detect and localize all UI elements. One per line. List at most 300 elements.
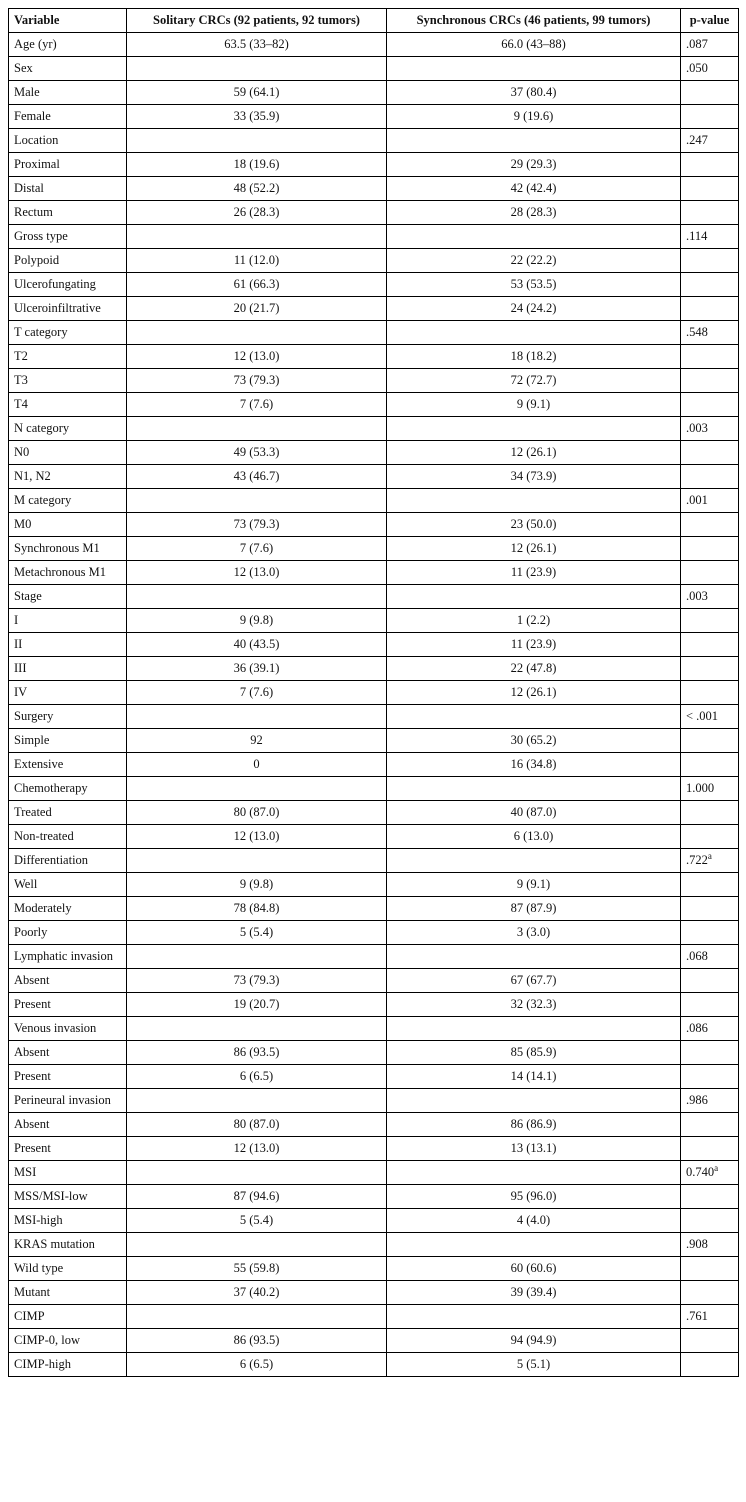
variable-cell [9,873,127,897]
pvalue-cell [681,729,739,753]
variable-cell [9,537,127,561]
solitary-cell [127,897,387,921]
variable-cell-text: CIMP-0, low [14,1333,80,1347]
solitary-cell-text: 59 (64.1) [233,85,280,99]
synchronous-cell [387,633,681,657]
solitary-cell-text: 7 (7.6) [239,685,274,699]
table-row [9,393,739,417]
synchronous-cell [387,537,681,561]
table-row [9,1257,739,1281]
solitary-cell-text: 87 (94.6) [233,1189,280,1203]
pvalue-cell [681,105,739,129]
variable-cell-text: Differentiation [14,853,89,867]
pvalue-cell [681,1281,739,1305]
variable-cell [9,489,127,513]
table-row [9,153,739,177]
synchronous-cell-text: 12 (26.1) [510,685,557,699]
variable-cell-text: Gross type [14,229,68,243]
synchronous-cell-text: 86 (86.9) [510,1117,557,1131]
table-row [9,1353,739,1377]
variable-cell-text: N0 [14,445,30,459]
synchronous-cell [387,225,681,249]
solitary-cell [127,1065,387,1089]
solitary-cell [127,249,387,273]
variable-cell [9,1041,127,1065]
solitary-cell [127,849,387,873]
pvalue-cell [681,1113,739,1137]
pvalue-cell [681,825,739,849]
table-row [9,1089,739,1113]
synchronous-cell-text: 28 (28.3) [510,205,557,219]
table-row [9,1113,739,1137]
variable-cell [9,297,127,321]
synchronous-cell [387,705,681,729]
solitary-cell [127,369,387,393]
synchronous-cell [387,465,681,489]
variable-cell-text: Synchronous M1 [14,541,100,555]
synchronous-cell-text: 11 (23.9) [510,637,557,651]
variable-cell-text: Chemotherapy [14,781,88,795]
variable-cell-text: Proximal [14,157,60,171]
variable-cell-text: III [14,661,27,675]
solitary-cell-text: 18 (19.6) [233,157,280,171]
solitary-cell [127,585,387,609]
variable-cell [9,969,127,993]
synchronous-cell [387,969,681,993]
variable-cell [9,1137,127,1161]
synchronous-cell [387,1209,681,1233]
table-row [9,321,739,345]
synchronous-cell-text: 72 (72.7) [510,373,557,387]
synchronous-cell-text: 67 (67.7) [510,973,557,987]
solitary-cell-text: 92 [250,733,263,747]
synchronous-cell-text: 85 (85.9) [510,1045,557,1059]
pvalue-cell [681,201,739,225]
solitary-cell [127,1329,387,1353]
pvalue-cell [681,393,739,417]
synchronous-cell [387,849,681,873]
pvalue-cell [681,849,739,873]
solitary-cell [127,1113,387,1137]
solitary-cell [127,57,387,81]
synchronous-cell [387,681,681,705]
synchronous-cell [387,345,681,369]
synchronous-cell [387,393,681,417]
pvalue-cell [681,945,739,969]
synchronous-cell-text: 6 (13.0) [513,829,554,843]
pvalue-cell [681,921,739,945]
variable-cell [9,177,127,201]
synchronous-cell [387,753,681,777]
pvalue-cell [681,897,739,921]
synchronous-cell-text: 9 (19.6) [513,109,554,123]
solitary-cell-text: 19 (20.7) [233,997,280,1011]
variable-cell-text: Present [14,1141,51,1155]
variable-cell-text: T3 [14,373,28,387]
solitary-cell [127,1161,387,1185]
variable-cell [9,105,127,129]
table-row [9,1233,739,1257]
synchronous-cell-text: 29 (29.3) [510,157,557,171]
solitary-cell-text: 37 (40.2) [233,1285,280,1299]
variable-cell [9,657,127,681]
variable-cell-text: CIMP-high [14,1357,71,1371]
solitary-cell-text: 78 (84.8) [233,901,280,915]
synchronous-cell [387,609,681,633]
solitary-cell [127,513,387,537]
variable-cell-text: MSI [14,1165,37,1179]
variable-cell-text: Mutant [14,1285,51,1299]
synchronous-cell [387,1089,681,1113]
table-row [9,177,739,201]
variable-cell-text: Metachronous M1 [14,565,106,579]
variable-cell-text: Poorly [14,925,48,939]
synchronous-cell [387,153,681,177]
solitary-cell [127,873,387,897]
pvalue-cell [681,1209,739,1233]
synchronous-cell [387,1161,681,1185]
solitary-cell [127,417,387,441]
solitary-cell [127,729,387,753]
solitary-cell-text: 6 (6.5) [239,1069,274,1083]
synchronous-cell [387,1305,681,1329]
pvalue-cell-text: .761 [686,1309,708,1323]
pvalue-cell-text: .548 [686,325,708,339]
synchronous-cell [387,1041,681,1065]
synchronous-cell [387,1281,681,1305]
pvalue-cell-text: .001 [686,493,708,507]
table-row [9,993,739,1017]
pvalue-cell [681,249,739,273]
table-row [9,417,739,441]
solitary-cell [127,1089,387,1113]
solitary-cell [127,609,387,633]
pvalue-cell [681,81,739,105]
synchronous-cell-text: 13 (13.1) [510,1141,557,1155]
pvalue-cell-text: .722 [686,853,708,867]
variable-cell-text: M category [14,493,72,507]
pvalue-cell [681,1233,739,1257]
synchronous-cell [387,441,681,465]
solitary-cell [127,921,387,945]
solitary-cell-text: 5 (5.4) [239,1213,274,1227]
solitary-cell-text: 0 [253,757,260,771]
variable-cell [9,225,127,249]
solitary-cell [127,1041,387,1065]
synchronous-cell-text: 22 (47.8) [510,661,557,675]
pvalue-cell [681,1329,739,1353]
variable-cell [9,777,127,801]
variable-cell [9,1089,127,1113]
table-row [9,369,739,393]
solitary-cell [127,1353,387,1377]
synchronous-cell [387,729,681,753]
solitary-cell-text: 73 (79.3) [233,373,280,387]
synchronous-cell [387,297,681,321]
synchronous-cell [387,1185,681,1209]
solitary-cell-text: 9 (9.8) [239,613,274,627]
variable-cell-text: Absent [14,1045,50,1059]
solitary-cell [127,777,387,801]
synchronous-cell-text: 24 (24.2) [510,301,557,315]
synchronous-cell-text: 87 (87.9) [510,901,557,915]
synchronous-cell-text: 12 (26.1) [510,445,557,459]
solitary-cell-text: 6 (6.5) [239,1357,274,1371]
solitary-cell-text: 12 (13.0) [233,829,280,843]
solitary-cell [127,201,387,225]
pvalue-cell-text: .908 [686,1237,708,1251]
synchronous-cell-text: 9 (9.1) [516,877,551,891]
variable-cell [9,465,127,489]
pvalue-cell [681,129,739,153]
variable-cell [9,513,127,537]
table-row [9,585,739,609]
variable-cell [9,1113,127,1137]
table-header-row [9,9,739,33]
variable-cell-text: Present [14,997,51,1011]
synchronous-cell [387,177,681,201]
variable-cell-text: I [14,613,19,627]
table-row [9,825,739,849]
synchronous-cell-text: 5 (5.1) [516,1357,551,1371]
table-row [9,969,739,993]
pvalue-cell [681,801,739,825]
table-row [9,657,739,681]
solitary-cell [127,129,387,153]
table-row [9,1329,739,1353]
variable-cell [9,1209,127,1233]
solitary-cell-text: 55 (59.8) [233,1261,280,1275]
solitary-cell [127,1185,387,1209]
solitary-cell-text: 86 (93.5) [233,1045,280,1059]
solitary-cell [127,801,387,825]
synchronous-cell-text: 22 (22.2) [510,253,557,267]
synchronous-cell [387,1353,681,1377]
variable-cell [9,345,127,369]
synchronous-cell-text: 23 (50.0) [510,517,557,531]
synchronous-cell [387,369,681,393]
table-row [9,753,739,777]
variable-cell-text: IV [14,685,28,699]
solitary-cell [127,393,387,417]
variable-cell [9,705,127,729]
synchronous-cell-text: 32 (32.3) [510,997,557,1011]
pvalue-cell [681,33,739,57]
variable-cell [9,897,127,921]
footnote-marker: a [707,850,712,861]
solitary-cell [127,993,387,1017]
synchronous-cell [387,561,681,585]
variable-cell [9,801,127,825]
table-row [9,681,739,705]
table-row [9,57,739,81]
variable-cell-text: II [14,637,23,651]
variable-cell-text: Perineural invasion [14,1093,111,1107]
synchronous-cell-text: 4 (4.0) [516,1213,551,1227]
variable-cell-text: T2 [14,349,28,363]
variable-cell-text: MSI-high [14,1213,63,1227]
variable-cell-text: Male [14,85,40,99]
variable-cell-text: KRAS mutation [14,1237,95,1251]
table-row [9,1137,739,1161]
variable-cell-text: Venous invasion [14,1021,97,1035]
variable-cell [9,921,127,945]
table-row [9,297,739,321]
table-row [9,945,739,969]
solitary-cell [127,33,387,57]
table-row [9,1209,739,1233]
table-row [9,1161,739,1185]
variable-cell [9,369,127,393]
synchronous-cell [387,105,681,129]
solitary-cell-text: 36 (39.1) [233,661,280,675]
solitary-cell-text: 26 (28.3) [233,205,280,219]
variable-cell [9,273,127,297]
header-pvalue: p-value [681,9,739,33]
synchronous-cell [387,1065,681,1089]
pvalue-cell-text: .986 [686,1093,708,1107]
solitary-cell-text: 20 (21.7) [233,301,280,315]
variable-cell [9,993,127,1017]
variable-cell-text: Location [14,133,59,147]
synchronous-cell [387,657,681,681]
solitary-cell [127,153,387,177]
solitary-cell [127,945,387,969]
variable-cell [9,393,127,417]
pvalue-cell [681,609,739,633]
pvalue-cell [681,681,739,705]
solitary-cell-text: 80 (87.0) [233,1117,280,1131]
variable-cell [9,1257,127,1281]
variable-cell [9,1305,127,1329]
table-row [9,33,739,57]
pvalue-cell [681,297,739,321]
table-row [9,249,739,273]
synchronous-cell-text: 42 (42.4) [510,181,557,195]
synchronous-cell-text: 18 (18.2) [510,349,557,363]
pvalue-cell [681,969,739,993]
header-synchronous: Synchronous CRCs (46 patients, 99 tumors) [387,9,681,33]
variable-cell-text: Ulceroinfiltrative [14,301,101,315]
variable-cell [9,729,127,753]
pvalue-cell [681,1089,739,1113]
solitary-cell-text: 49 (53.3) [233,445,280,459]
variable-cell [9,825,127,849]
synchronous-cell-text: 95 (96.0) [510,1189,557,1203]
solitary-cell [127,225,387,249]
variable-cell-text: Wild type [14,1261,64,1275]
synchronous-cell-text: 16 (34.8) [510,757,557,771]
solitary-cell [127,657,387,681]
table-row [9,633,739,657]
variable-cell-text: Well [14,877,38,891]
table-row [9,537,739,561]
variable-cell [9,201,127,225]
pvalue-cell-text: .068 [686,949,708,963]
solitary-cell-text: 80 (87.0) [233,805,280,819]
variable-cell-text: N1, N2 [14,469,51,483]
pvalue-cell-text: .003 [686,589,708,603]
variable-cell [9,153,127,177]
synchronous-cell-text: 66.0 (43–88) [501,37,566,51]
solitary-cell-text: 48 (52.2) [233,181,280,195]
solitary-cell [127,1233,387,1257]
pvalue-cell [681,321,739,345]
pvalue-cell [681,633,739,657]
pvalue-cell-text: .003 [686,421,708,435]
pvalue-cell [681,1041,739,1065]
variable-cell-text: Rectum [14,205,53,219]
synchronous-cell-text: 3 (3.0) [516,925,551,939]
variable-cell [9,1161,127,1185]
table-body [9,33,739,1377]
table-row [9,561,739,585]
variable-cell-text: Present [14,1069,51,1083]
pvalue-cell [681,1305,739,1329]
variable-cell [9,1017,127,1041]
variable-cell [9,1353,127,1377]
pvalue-cell [681,177,739,201]
solitary-cell [127,177,387,201]
synchronous-cell-text: 34 (73.9) [510,469,557,483]
pvalue-cell [681,345,739,369]
table-row [9,1305,739,1329]
synchronous-cell [387,1233,681,1257]
synchronous-cell-text: 37 (80.4) [510,85,557,99]
synchronous-cell [387,273,681,297]
solitary-cell [127,633,387,657]
table-row [9,1065,739,1089]
pvalue-cell-text: .247 [686,133,708,147]
table-row [9,705,739,729]
solitary-cell [127,705,387,729]
synchronous-cell-text: 30 (65.2) [510,733,557,747]
variable-cell-text: Ulcerofungating [14,277,96,291]
variable-cell [9,753,127,777]
solitary-cell-text: 43 (46.7) [233,469,280,483]
synchronous-cell-text: 53 (53.5) [510,277,557,291]
pvalue-cell [681,225,739,249]
pvalue-cell [681,777,739,801]
synchronous-cell [387,777,681,801]
table-row [9,345,739,369]
variable-cell [9,1185,127,1209]
table-row [9,1017,739,1041]
variable-cell [9,129,127,153]
variable-cell-text: Extensive [14,757,64,771]
solitary-cell [127,297,387,321]
table-row [9,489,739,513]
header-variable: Variable [9,9,127,33]
solitary-cell-text: 73 (79.3) [233,517,280,531]
solitary-cell [127,1305,387,1329]
table-row [9,609,739,633]
solitary-cell [127,969,387,993]
variable-cell [9,633,127,657]
synchronous-cell [387,33,681,57]
pvalue-cell [681,1065,739,1089]
comparison-table [8,8,739,1377]
synchronous-cell [387,921,681,945]
solitary-cell [127,465,387,489]
pvalue-cell [681,1185,739,1209]
table-row [9,273,739,297]
synchronous-cell [387,801,681,825]
pvalue-cell [681,369,739,393]
solitary-cell [127,681,387,705]
footnote-marker: a [714,1162,719,1173]
variable-cell-text: Polypoid [14,253,60,267]
